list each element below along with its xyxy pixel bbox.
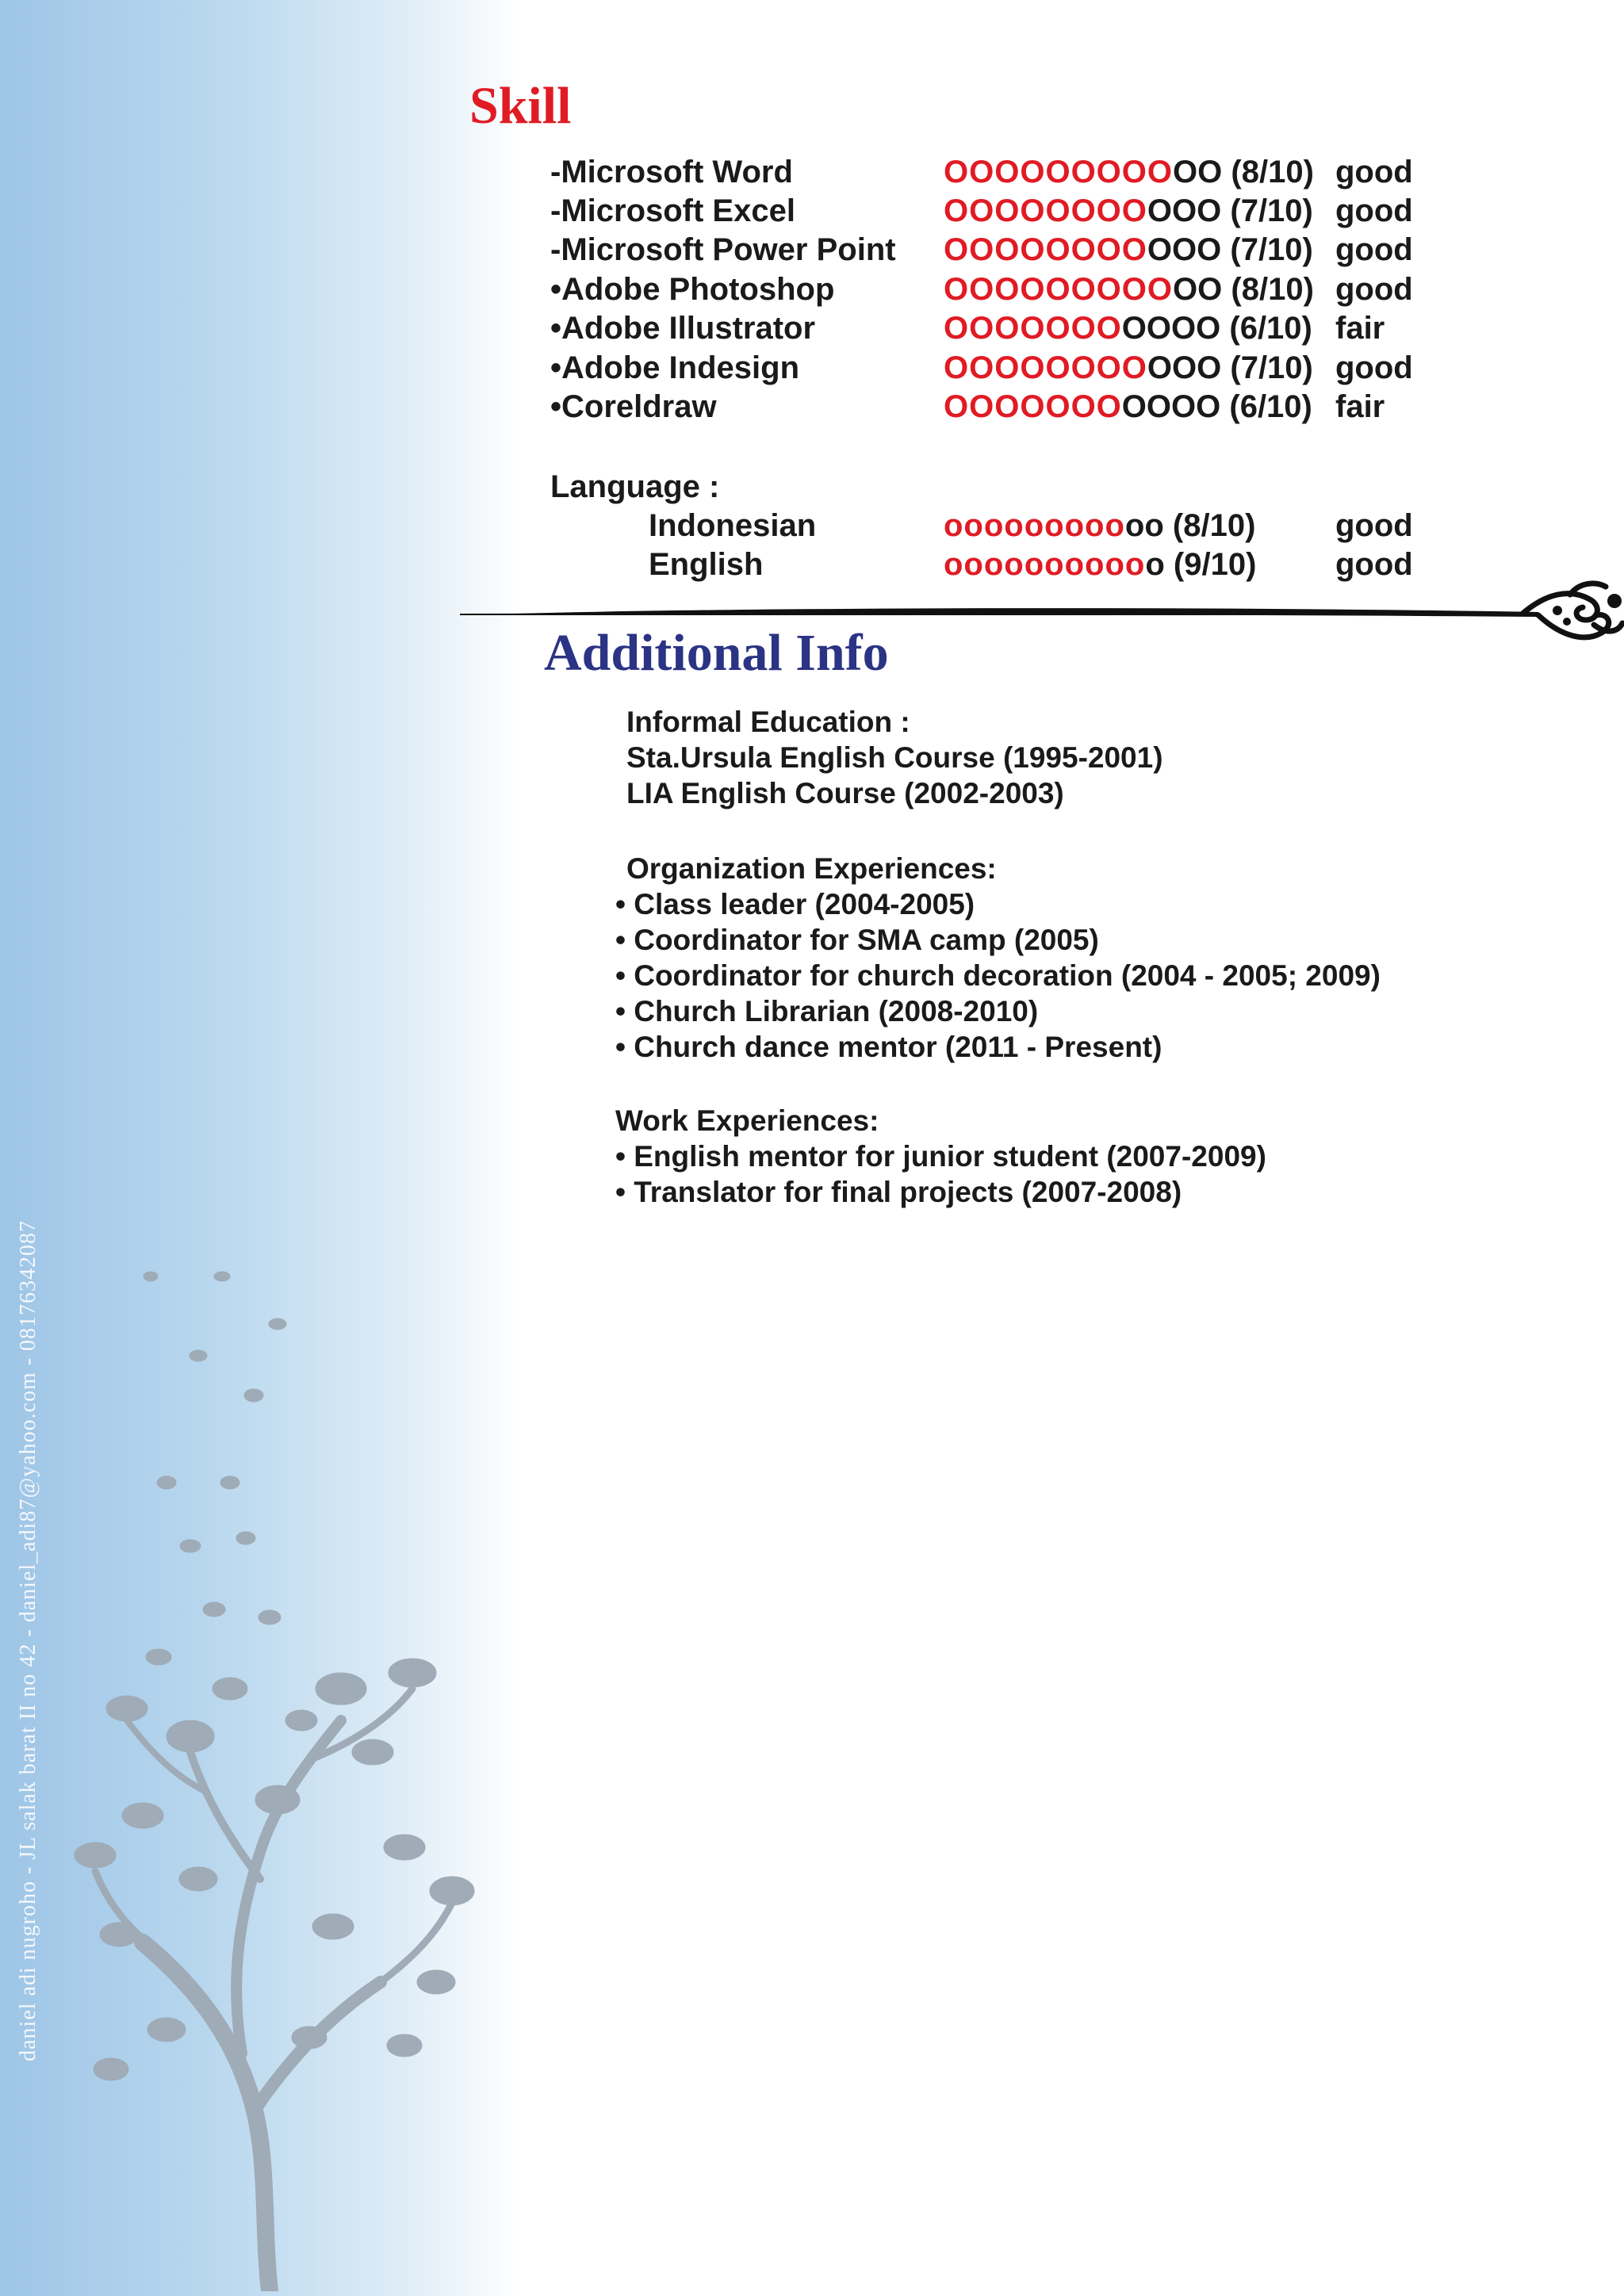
skill-rating: OOOOOOOOOOO (7/10) (944, 232, 1313, 267)
skill-rating: OOOOOOOOOOO (8/10) (944, 155, 1314, 189)
skill-rating: OOOOOOOOOOO (6/10) (944, 311, 1312, 346)
work-experiences (615, 1103, 1266, 1210)
language-rating: ooooooooooo (8/10) (944, 508, 1256, 543)
tree-illustration (71, 1245, 484, 2291)
list-item: Sta.Ursula English Course (1995-2001) (626, 741, 1163, 774)
list-item: • Church Librarian (2008-2010) (615, 995, 1039, 1027)
skill-rating: OOOOOOOOOOO (7/10) (944, 193, 1313, 228)
additional-info-title: Additional Info (544, 624, 889, 682)
list-item: • Coordinator for SMA camp (2005) (615, 924, 1099, 956)
skill-row (550, 192, 1502, 230)
skill-name: -Microsoft Power Point (550, 232, 896, 267)
list-item: • Translator for final projects (2007-2008) (615, 1176, 1182, 1208)
list-item: LIA English Course (2002-2003) (626, 777, 1064, 809)
skill-row (550, 231, 1502, 269)
informal-education (626, 704, 1163, 811)
skill-name: •Coreldraw (550, 389, 717, 424)
skill-level: fair (1335, 389, 1385, 424)
org-heading: Organization Experiences: (626, 852, 997, 885)
skill-rating: OOOOOOOOOOO (7/10) (944, 350, 1313, 385)
list-item: • Class leader (2004-2005) (615, 888, 975, 920)
skill-level: good (1335, 155, 1413, 189)
language-name: Indonesian (649, 508, 817, 543)
language-name: English (649, 547, 764, 582)
skill-row (550, 309, 1502, 347)
skill-name: -Microsoft Word (550, 155, 793, 189)
organization-experiences (615, 851, 1381, 1065)
language-label: Language : (550, 469, 720, 504)
skill-level: good (1335, 232, 1413, 267)
skill-name: -Microsoft Excel (550, 193, 795, 228)
language-row (550, 507, 1502, 545)
skill-title: Skill (469, 77, 572, 135)
list-item: • Church dance mentor (2011 - Present) (615, 1031, 1162, 1063)
skill-level: good (1335, 272, 1413, 307)
skill-row (550, 270, 1502, 308)
list-item: • Coordinator for church decoration (2004 - 2005; 2009) (615, 959, 1381, 992)
language-level: good (1335, 508, 1413, 543)
skill-rating: OOOOOOOOOOO (6/10) (944, 389, 1312, 424)
list-item: • English mentor for junior student (2007-2009) (615, 1140, 1266, 1173)
skill-level: good (1335, 193, 1413, 228)
language-rating: ooooooooooo (9/10) (944, 547, 1257, 582)
skill-row (550, 349, 1502, 387)
skill-name: •Adobe Indesign (550, 350, 800, 385)
work-heading: Work Experiences: (615, 1104, 879, 1137)
skill-name: •Adobe Illustrator (550, 311, 816, 346)
skill-rating: OOOOOOOOOOO (8/10) (944, 272, 1314, 307)
contact-info: daniel adi nugroho - JL salak barat II no 42 - daniel_adi87@yahoo.com - 08176342087 (16, 1219, 40, 2061)
informal-heading: Informal Education : (626, 706, 910, 738)
skill-row (550, 388, 1502, 426)
language-level: good (1335, 547, 1413, 582)
skill-level: good (1335, 350, 1413, 385)
skill-name: •Adobe Photoshop (550, 272, 835, 307)
skill-level: fair (1335, 311, 1385, 346)
skill-row (550, 153, 1502, 191)
